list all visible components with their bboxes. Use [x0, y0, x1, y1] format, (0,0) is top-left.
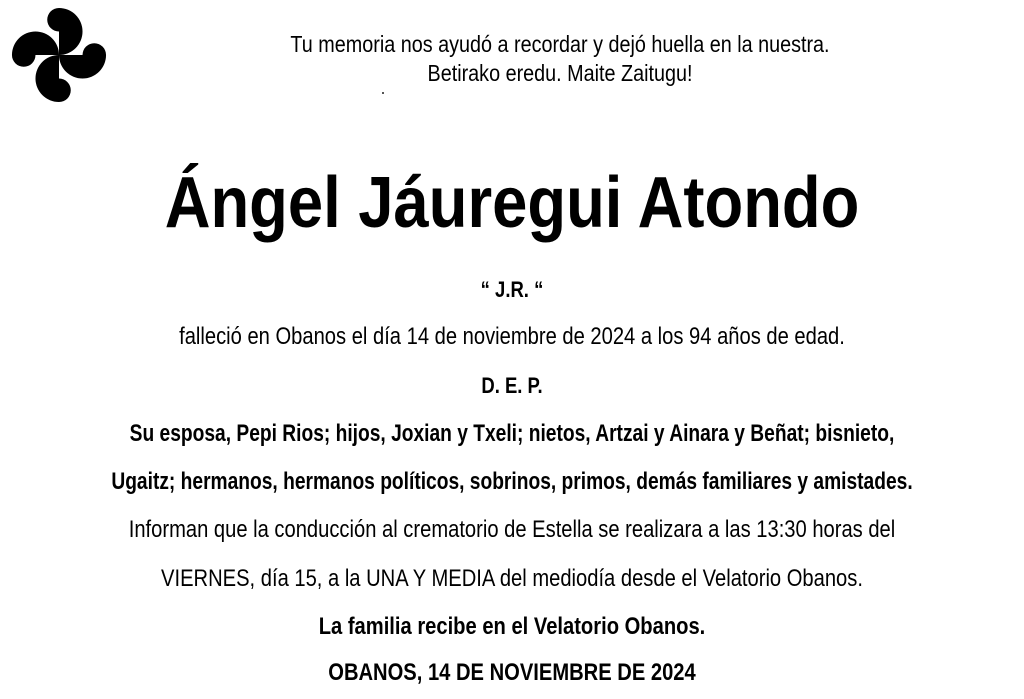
header-quote-line-1: Tu memoria nos ayudó a recordar y dejó huella en la nuestra. — [290, 31, 830, 57]
header-quote-line-2: Betirako eredu. Maite Zaitugu! — [427, 60, 693, 86]
place-and-date: OBANOS, 14 DE NOVIEMBRE DE 2024 — [328, 659, 696, 686]
ceremony-info-line-1: Informan que la conducción al crematorio de Estella se realizara a las 13:30 horas del — [128, 516, 896, 543]
ceremony-info-line-2: VIERNES, día 15, a la UNA Y MEDIA del mediodía desde el Velatorio Obanos. — [161, 565, 863, 592]
rip-abbreviation: D. E. P. — [481, 373, 543, 398]
decorative-dot — [382, 92, 384, 94]
family-line-2: Ugaitz; hermanos, hermanos políticos, sobrinos, primos, demás familiares y amistades. — [111, 468, 913, 495]
family-reception: La familia recibe en el Velatorio Obanos. — [318, 613, 706, 640]
deceased-alias: “ J.R. “ — [480, 277, 544, 302]
family-line-1: Su esposa, Pepi Rios; hijos, Joxian y Txeli; nietos, Artzai y Ainara y Beñat; bisnieto, — [129, 420, 895, 447]
lauburu-icon — [10, 6, 108, 104]
header-quote — [182, 30, 939, 88]
death-notice: falleció en Obanos el día 14 de noviembre de 2024 a los 94 años de edad. — [179, 323, 845, 350]
deceased-name: Ángel Jáuregui Atondo — [164, 163, 860, 243]
